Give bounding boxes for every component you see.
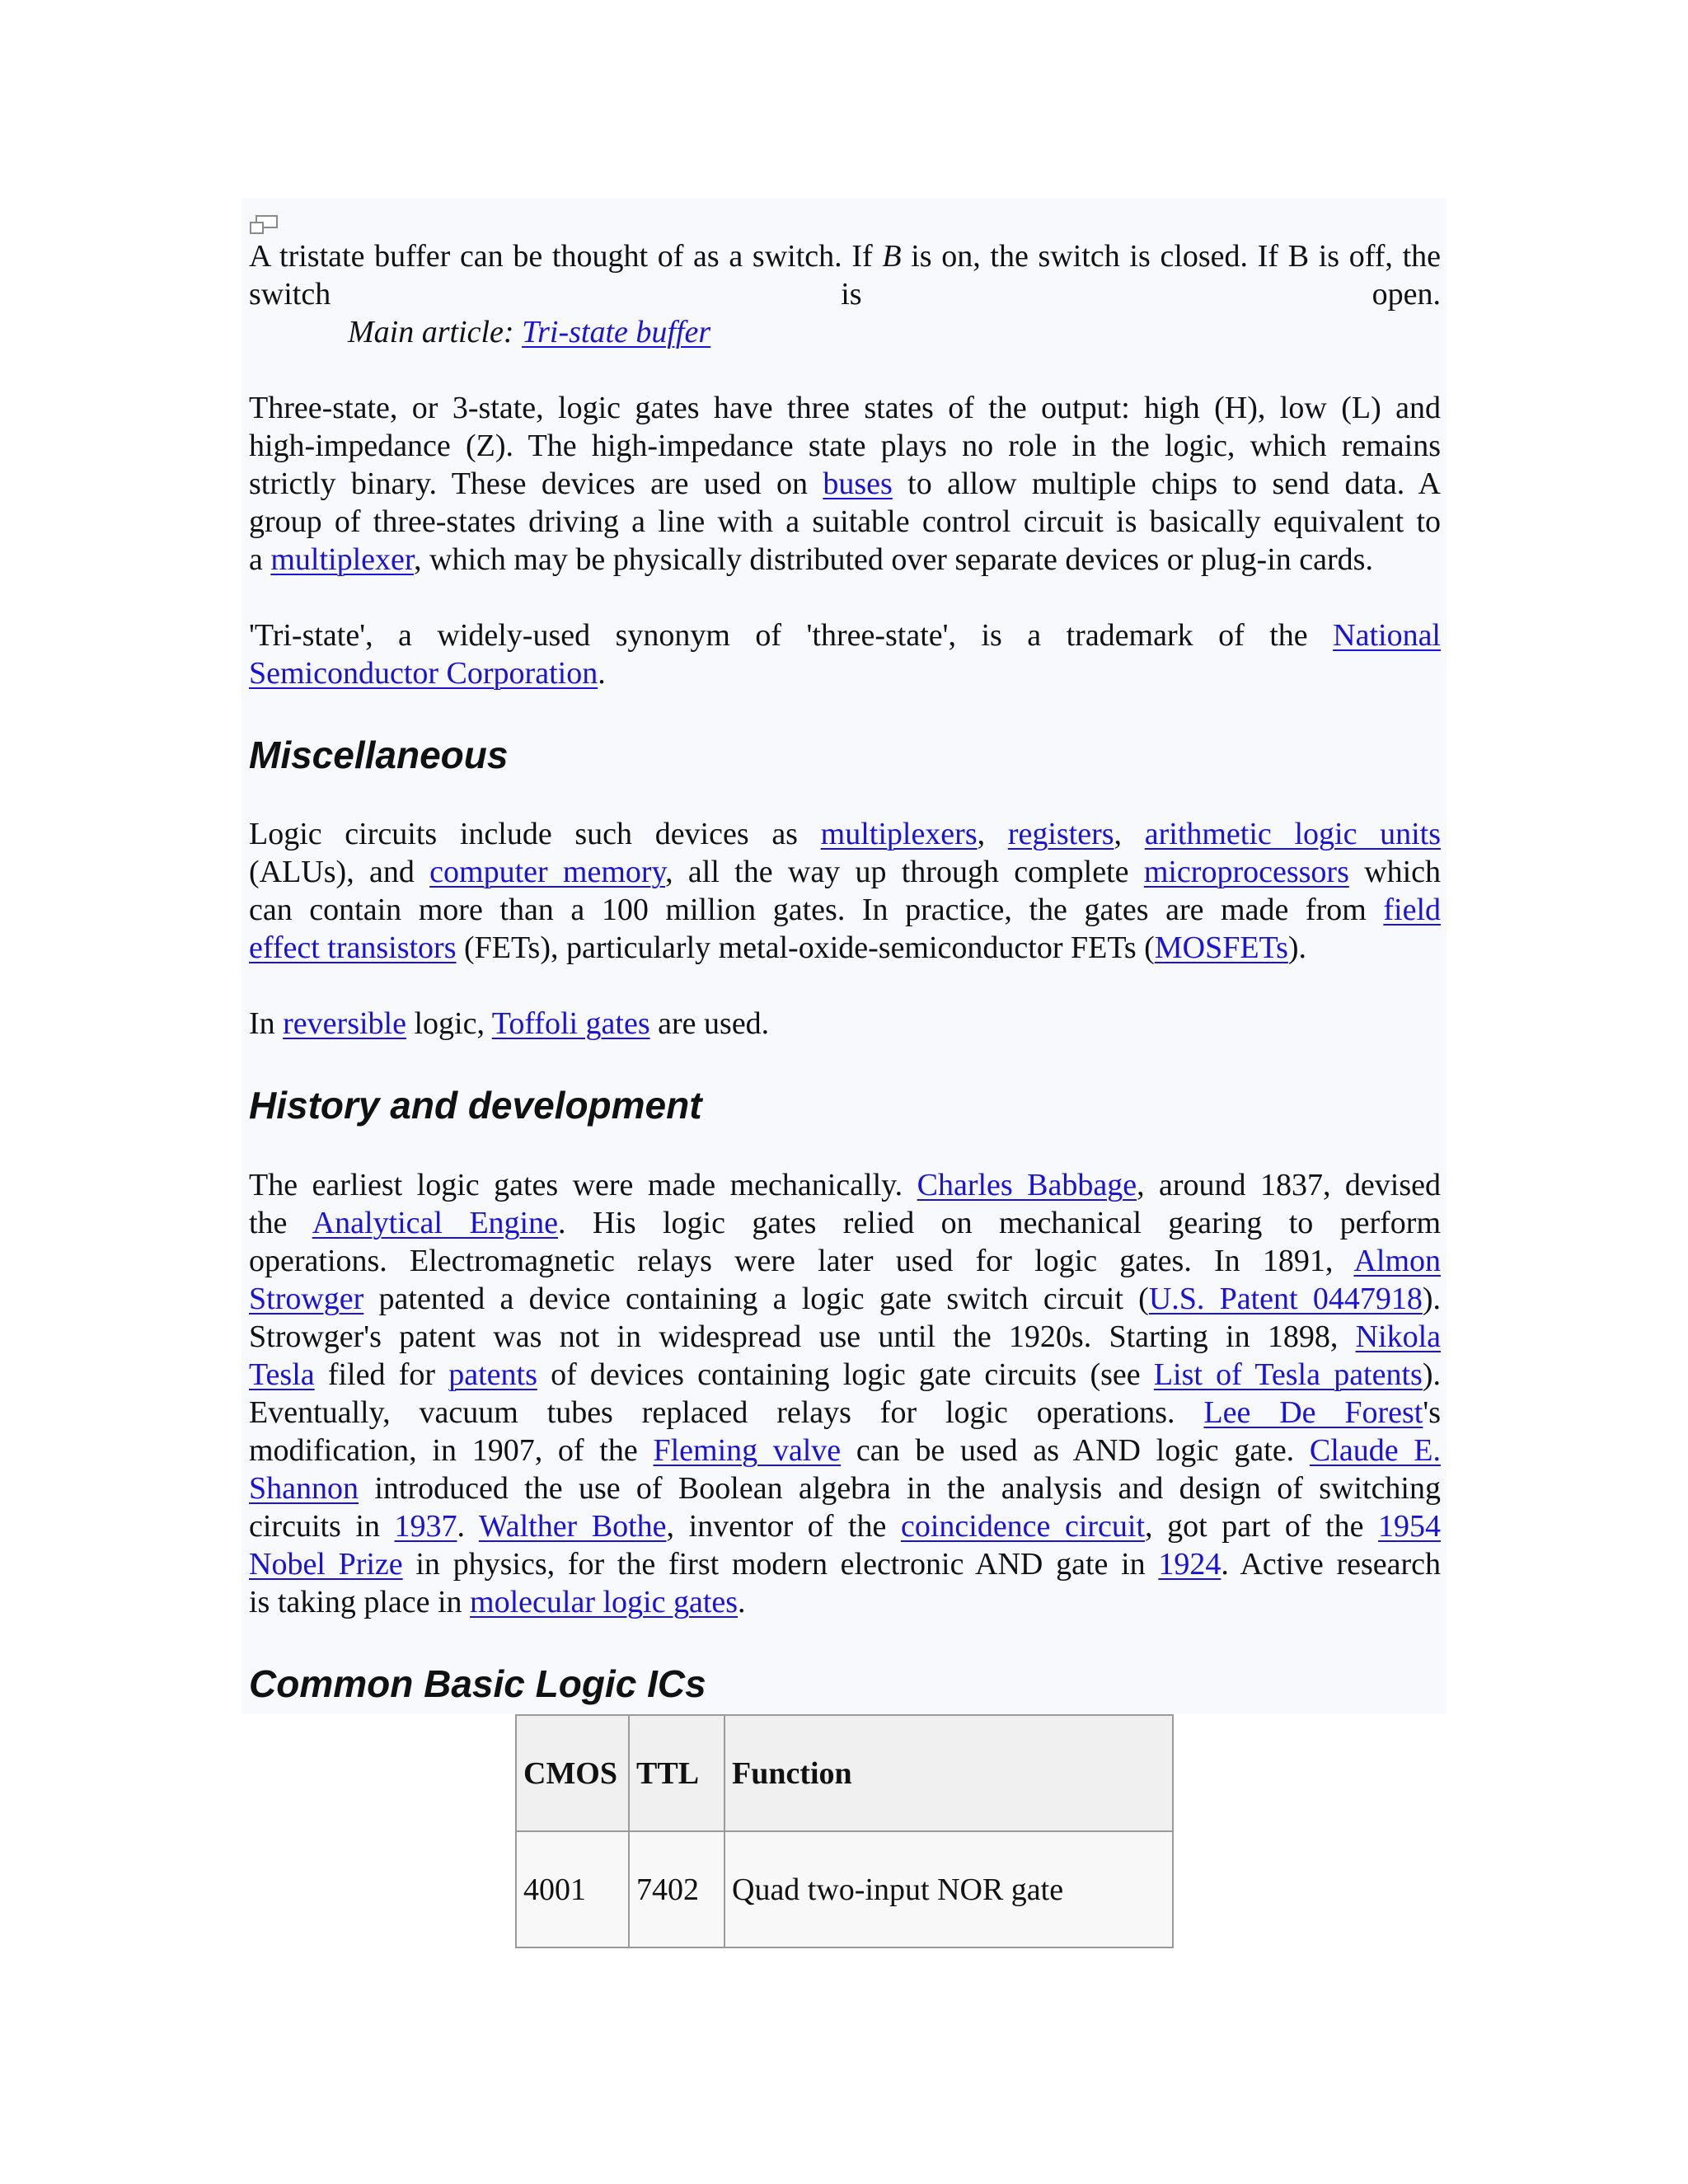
- year-1937-link[interactable]: 1937: [394, 1509, 457, 1544]
- fet-link[interactable]: field: [1383, 893, 1441, 927]
- table-cell-ttl: 7402: [629, 1831, 724, 1947]
- text-line: The earliest logic gates were made mechanically. Charles Babbage, around 1837, devised: [249, 1168, 1441, 1202]
- walther-bothe-link[interactable]: Walther Bothe: [478, 1509, 667, 1544]
- text-line: (ALUs), and computer memory, all the way up through complete microprocessors which: [249, 855, 1442, 889]
- logic-ics-heading: Common Basic Logic ICs: [249, 1662, 706, 1705]
- analytical-engine-link[interactable]: Analytical Engine: [312, 1206, 558, 1240]
- coincidence-circuit-link[interactable]: coincidence circuit: [900, 1509, 1146, 1544]
- table-header-row: [516, 1715, 1173, 1831]
- computer-memory-link[interactable]: computer memory: [429, 855, 666, 889]
- text-line: Shannon introduced the use of Boolean algebra in the analysis and design of switching: [249, 1471, 1441, 1506]
- text-line: Tesla filed for patents of devices containing logic gate circuits (see List of Tesla patents).: [249, 1357, 1441, 1392]
- text-line: Logic circuits include such devices as multiplexers, registers, arithmetic logic units: [249, 817, 1442, 851]
- molecular-logic-gates-link[interactable]: molecular logic gates: [470, 1585, 738, 1619]
- text-line: high-impedance (Z). The high-impedance state plays no role in the logic, which remains: [249, 429, 1441, 463]
- text-line: 'Tri-state', a widely-used synonym of 'three-state', is a trademark of the National: [249, 618, 1441, 653]
- tri-state-buffer-link[interactable]: Tri-state buffer: [522, 315, 711, 349]
- patents-link[interactable]: patents: [448, 1357, 537, 1392]
- fleming-valve-link[interactable]: Fleming valve: [653, 1433, 842, 1468]
- misc-paragraph: [249, 815, 1441, 967]
- figure-caption: A tristate buffer can be thought of as a switch. If B is on, the switch is closed. If B is off, the switch is open.: [249, 239, 1441, 312]
- registers-link[interactable]: registers: [1007, 817, 1114, 851]
- nikola-tesla-link[interactable]: Nikola: [1355, 1319, 1441, 1354]
- claude-shannon-link[interactable]: Claude E.: [1309, 1433, 1441, 1468]
- text-line: can contain more than a 100 million gates. In practice, the gates are made from field: [249, 893, 1441, 927]
- claude-shannon-link-cont[interactable]: Shannon: [249, 1471, 359, 1506]
- buses-link[interactable]: buses: [823, 466, 893, 501]
- toffoli-gates-link[interactable]: Toffoli gates: [491, 1006, 650, 1041]
- text-line: modification, in 1907, of the Fleming valve can be used as AND logic gate. Claude E.: [249, 1433, 1441, 1468]
- text-line: Eventually, vacuum tubes replaced relays for logic operations. Lee De Forest's: [249, 1395, 1441, 1430]
- text-line: Semiconductor Corporation.: [249, 656, 606, 691]
- year-1924-link[interactable]: 1924: [1158, 1547, 1221, 1582]
- reversible-paragraph: In reversible logic, Toffoli gates are used.: [249, 1006, 770, 1041]
- charles-babbage-link[interactable]: Charles Babbage: [917, 1168, 1137, 1202]
- text-line: Strowger's patent was not in widespread use until the 1920s. Starting in 1898, Nikola: [249, 1319, 1441, 1354]
- text-line: Strowger patented a device containing a logic gate switch circuit (U.S. Patent 0447918).: [249, 1282, 1441, 1316]
- multiplexers-link[interactable]: multiplexers: [820, 817, 978, 851]
- text-line: effect transistors (FETs), particularly metal-oxide-semiconductor FETs (MOSFETs).: [249, 930, 1307, 965]
- national-semiconductor-link-cont[interactable]: Semiconductor Corporation: [249, 656, 598, 691]
- text-line: is taking place in molecular logic gates.: [249, 1585, 746, 1619]
- text-line: the Analytical Engine. His logic gates relied on mechanical gearing to perform: [249, 1206, 1441, 1240]
- enlarge-icon[interactable]: [249, 214, 279, 236]
- nobel-prize-1954-link-cont[interactable]: Nobel Prize: [249, 1547, 403, 1582]
- text-line: group of three-states driving a line with a suitable control circuit is basically equivalent to: [249, 504, 1441, 539]
- almon-strowger-link-cont[interactable]: Strowger: [249, 1282, 364, 1316]
- text-line: strictly binary. These devices are used on buses to allow multiple chips to send data. A: [249, 466, 1441, 501]
- table-row: [516, 1831, 1173, 1947]
- column-header-cmos: CMOS: [516, 1715, 629, 1831]
- text-line: a multiplexer, which may be physically distributed over separate devices or plug-in cards.: [249, 542, 1373, 577]
- mosfets-link[interactable]: MOSFETs: [1154, 930, 1288, 965]
- column-header-ttl: TTL: [629, 1715, 724, 1831]
- lee-de-forest-link[interactable]: Lee De Forest: [1203, 1395, 1423, 1430]
- text-line: circuits in 1937. Walther Bothe, inventor of the coincidence circuit, got part of the 1954: [249, 1509, 1441, 1544]
- text-line: Nobel Prize in physics, for the first modern electronic AND gate in 1924. Active research: [249, 1547, 1442, 1582]
- tesla-patents-list-link[interactable]: List of Tesla patents: [1153, 1357, 1423, 1392]
- table-cell-cmos: 4001: [516, 1831, 629, 1947]
- trademark-paragraph: [249, 616, 1441, 692]
- fet-link-cont[interactable]: effect transistors: [249, 930, 457, 965]
- history-heading: History and development: [249, 1084, 702, 1127]
- almon-strowger-link[interactable]: Almon: [1353, 1244, 1441, 1278]
- history-paragraph: [249, 1166, 1441, 1621]
- column-header-function: Function: [724, 1715, 1173, 1831]
- microprocessors-link[interactable]: microprocessors: [1143, 855, 1349, 889]
- table-cell-function: Quad two-input NOR gate: [724, 1831, 1173, 1947]
- main-article-note: Main article: Tri-state buffer: [348, 315, 711, 349]
- text-line: operations. Electromagnetic relays were later used for logic gates. In 1891, Almon: [249, 1244, 1441, 1278]
- reversible-link[interactable]: reversible: [283, 1006, 406, 1041]
- nobel-prize-1954-link[interactable]: 1954: [1378, 1509, 1441, 1544]
- us-patent-link[interactable]: U.S. Patent 0447918: [1148, 1282, 1423, 1316]
- miscellaneous-heading: Miscellaneous: [249, 733, 509, 776]
- nikola-tesla-link-cont[interactable]: Tesla: [249, 1357, 315, 1392]
- text-line: Three-state, or 3-state, logic gates have three states of the output: high (H), low (L) and: [249, 391, 1441, 425]
- logic-ics-table: [515, 1714, 1174, 1948]
- tristate-paragraph: [249, 389, 1441, 579]
- alu-link[interactable]: arithmetic logic units: [1144, 817, 1442, 851]
- multiplexer-link[interactable]: multiplexer: [270, 542, 415, 577]
- national-semiconductor-link[interactable]: National: [1333, 618, 1441, 653]
